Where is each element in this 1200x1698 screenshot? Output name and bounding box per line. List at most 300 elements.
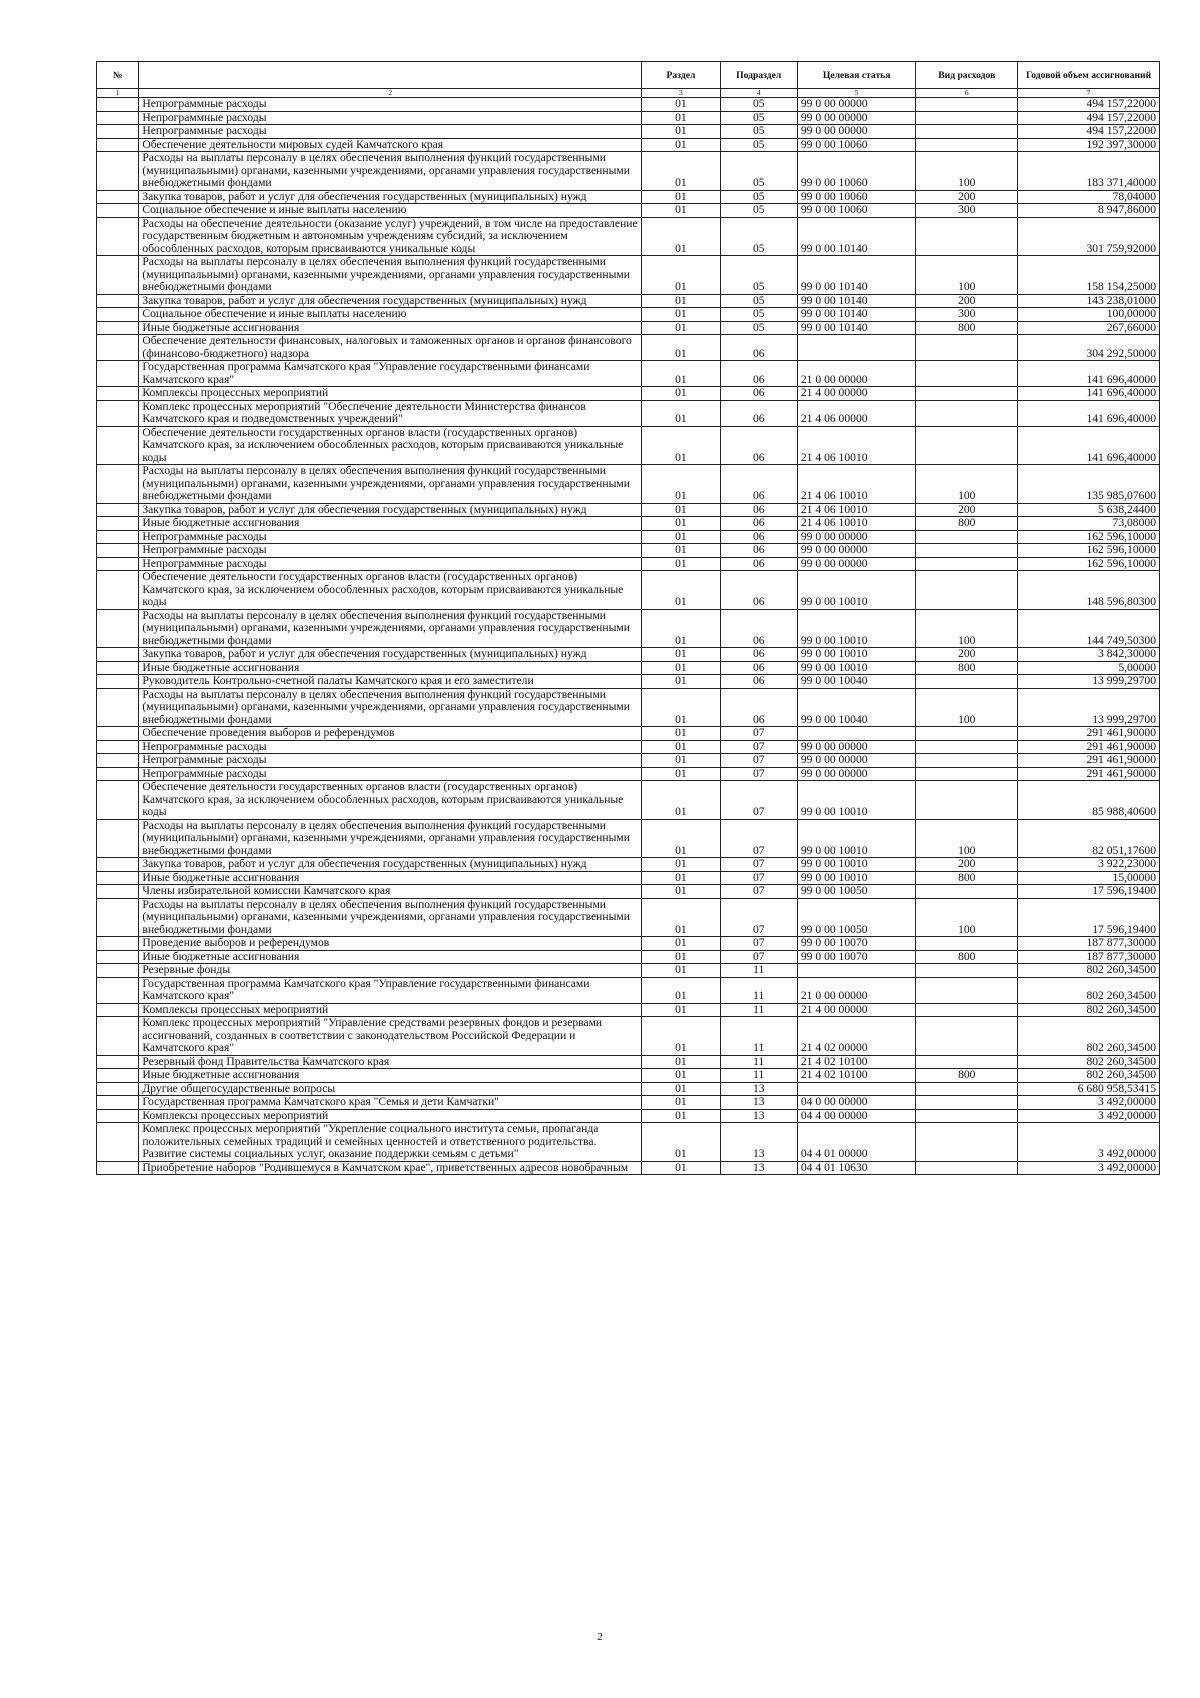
- header-subsection: Подраздел: [720, 62, 797, 89]
- row-article: 99 0 00 10070: [797, 937, 916, 951]
- row-no: [97, 964, 139, 978]
- table-row: [97, 1161, 1160, 1175]
- row-kind: [916, 1082, 1018, 1096]
- row-kind: [916, 1109, 1018, 1123]
- row-no: [97, 1096, 139, 1110]
- row-amount: 494 157,22000: [1018, 111, 1160, 125]
- row-amount: 15,00000: [1018, 871, 1160, 885]
- row-article: 99 0 00 00000: [797, 557, 916, 571]
- row-amount: 802 260,34500: [1018, 1017, 1160, 1056]
- table-row: [97, 950, 1160, 964]
- row-subsection: 11: [720, 964, 797, 978]
- row-amount: 135 985,07600: [1018, 465, 1160, 504]
- table-row: [97, 557, 1160, 571]
- row-kind: [916, 217, 1018, 256]
- row-article: 99 0 00 10040: [797, 688, 916, 727]
- row-article: 99 0 00 00000: [797, 754, 916, 768]
- row-kind: [916, 1123, 1018, 1162]
- row-subsection: 06: [720, 530, 797, 544]
- row-kind: 800: [916, 950, 1018, 964]
- row-kind: [916, 754, 1018, 768]
- row-subsection: 07: [720, 937, 797, 951]
- row-amount: 494 157,22000: [1018, 125, 1160, 139]
- row-subsection: 06: [720, 426, 797, 465]
- row-subsection: 07: [720, 727, 797, 741]
- row-kind: [916, 1161, 1018, 1175]
- row-amount: 144 749,50300: [1018, 609, 1160, 648]
- row-article: 99 0 00 10010: [797, 858, 916, 872]
- row-section: 01: [642, 465, 720, 504]
- row-amount: 141 696,40000: [1018, 400, 1160, 426]
- row-name: Непрограммные расходы: [139, 530, 642, 544]
- row-subsection: 06: [720, 503, 797, 517]
- table-row: [97, 609, 1160, 648]
- row-section: 01: [642, 517, 720, 531]
- row-name: Комплексы процессных мероприятий: [139, 1003, 642, 1017]
- row-no: [97, 98, 139, 112]
- row-article: 99 0 00 10010: [797, 609, 916, 648]
- table-row: [97, 571, 1160, 610]
- row-section: 01: [642, 754, 720, 768]
- row-name: Другие общегосударственные вопросы: [139, 1082, 642, 1096]
- row-name: Обеспечение проведения выборов и референдумов: [139, 727, 642, 741]
- row-kind: [916, 740, 1018, 754]
- row-name: Комплексы процессных мероприятий: [139, 387, 642, 401]
- row-name: Непрограммные расходы: [139, 98, 642, 112]
- row-kind: [916, 1003, 1018, 1017]
- row-section: 01: [642, 361, 720, 387]
- row-no: [97, 426, 139, 465]
- row-name: Расходы на выплаты персоналу в целях обеспечения выполнения функций государственными (муниципальными) органами, казенными учреждениями, органами управления государственными внебюджетными фондами: [139, 609, 642, 648]
- row-name: Закупка товаров, работ и услуг для обеспечения государственных (муниципальных) нужд: [139, 858, 642, 872]
- row-kind: [916, 571, 1018, 610]
- row-kind: [916, 767, 1018, 781]
- table-row: [97, 885, 1160, 899]
- row-name: Государственная программа Камчатского края "Управление государственными финансами Камчатского края": [139, 977, 642, 1003]
- column-number: 1: [97, 89, 139, 98]
- row-no: [97, 387, 139, 401]
- table-row: [97, 1069, 1160, 1083]
- row-no: [97, 648, 139, 662]
- row-article: 04 4 01 00000: [797, 1123, 916, 1162]
- row-kind: [916, 361, 1018, 387]
- row-article: 99 0 00 10050: [797, 885, 916, 899]
- row-no: [97, 190, 139, 204]
- table-row: [97, 530, 1160, 544]
- table-row: [97, 125, 1160, 139]
- row-no: [97, 1123, 139, 1162]
- row-section: 01: [642, 781, 720, 820]
- row-amount: 162 596,10000: [1018, 557, 1160, 571]
- table-row: [97, 858, 1160, 872]
- row-kind: 200: [916, 294, 1018, 308]
- row-article: 99 0 00 10140: [797, 256, 916, 295]
- row-article: 04 4 00 00000: [797, 1109, 916, 1123]
- column-number: 7: [1018, 89, 1160, 98]
- table-row: [97, 217, 1160, 256]
- row-no: [97, 400, 139, 426]
- row-subsection: 13: [720, 1082, 797, 1096]
- row-subsection: 11: [720, 1017, 797, 1056]
- header-row: [97, 62, 1160, 89]
- row-section: 01: [642, 767, 720, 781]
- row-article: 99 0 00 10140: [797, 321, 916, 335]
- table-row: [97, 781, 1160, 820]
- row-subsection: 07: [720, 819, 797, 858]
- row-kind: [916, 138, 1018, 152]
- row-name: Комплекс процессных мероприятий "Управление средствами резервных фондов и резервами ассигнований, созданных в соответствии с законодательством Российской Федерации и Камчатского края": [139, 1017, 642, 1056]
- row-article: 99 0 00 10070: [797, 950, 916, 964]
- row-amount: 141 696,40000: [1018, 426, 1160, 465]
- row-amount: 8 947,86000: [1018, 204, 1160, 218]
- row-article: 21 4 00 00000: [797, 387, 916, 401]
- row-section: 01: [642, 335, 720, 361]
- table-row: [97, 661, 1160, 675]
- row-section: 01: [642, 426, 720, 465]
- row-article: 04 4 01 10630: [797, 1161, 916, 1175]
- row-name: Обеспечение деятельности мировых судей Камчатского края: [139, 138, 642, 152]
- row-kind: 200: [916, 190, 1018, 204]
- row-amount: 802 260,34500: [1018, 1003, 1160, 1017]
- row-article: 99 0 00 00000: [797, 111, 916, 125]
- row-article: 99 0 00 00000: [797, 767, 916, 781]
- row-kind: [916, 400, 1018, 426]
- table-row: [97, 1003, 1160, 1017]
- row-article: 21 4 02 10100: [797, 1069, 916, 1083]
- row-article: 21 4 06 10010: [797, 426, 916, 465]
- row-no: [97, 125, 139, 139]
- row-name: Комплекс процессных мероприятий "Укрепление социального института семьи, пропаганда положительных семейных традиций и семейных ценностей и ответственного родительства. Развитие системы социальных услуг, оказание поддержки семьям с детьми": [139, 1123, 642, 1162]
- table-row: [97, 1082, 1160, 1096]
- table-row: [97, 819, 1160, 858]
- row-article: 21 4 06 00000: [797, 400, 916, 426]
- row-name: Непрограммные расходы: [139, 767, 642, 781]
- row-name: Члены избирательной комиссии Камчатского края: [139, 885, 642, 899]
- row-name: Иные бюджетные ассигнования: [139, 871, 642, 885]
- row-article: 99 0 00 00000: [797, 98, 916, 112]
- row-kind: 800: [916, 321, 1018, 335]
- row-section: 01: [642, 256, 720, 295]
- table-row: [97, 152, 1160, 191]
- row-amount: 162 596,10000: [1018, 544, 1160, 558]
- row-amount: 291 461,90000: [1018, 767, 1160, 781]
- row-name: Комплексы процессных мероприятий: [139, 1109, 642, 1123]
- row-name: Обеспечение деятельности государственных органов власти (государственных органов) Камчатского края, за исключением обособленных расходов, которым присваиваются уникальные коды: [139, 426, 642, 465]
- row-no: [97, 204, 139, 218]
- row-article: 99 0 00 00000: [797, 125, 916, 139]
- row-section: 01: [642, 1096, 720, 1110]
- row-amount: 6 680 958,53415: [1018, 1082, 1160, 1096]
- row-section: 01: [642, 648, 720, 662]
- table-row: [97, 727, 1160, 741]
- row-amount: 78,04000: [1018, 190, 1160, 204]
- table-row: [97, 138, 1160, 152]
- row-no: [97, 517, 139, 531]
- row-no: [97, 138, 139, 152]
- row-kind: [916, 781, 1018, 820]
- row-no: [97, 688, 139, 727]
- header-name: [139, 62, 642, 89]
- row-name: Комплекс процессных мероприятий "Обеспечение деятельности Министерства финансов Камчатского края и подведомственных учреждений": [139, 400, 642, 426]
- row-amount: 192 397,30000: [1018, 138, 1160, 152]
- row-article: [797, 964, 916, 978]
- row-article: 21 4 02 10100: [797, 1055, 916, 1069]
- table-row: [97, 190, 1160, 204]
- row-kind: [916, 387, 1018, 401]
- row-name: Обеспечение деятельности финансовых, налоговых и таможенных органов и органов финансового (финансово-бюджетного) надзора: [139, 335, 642, 361]
- table-row: [97, 111, 1160, 125]
- row-amount: 291 461,90000: [1018, 727, 1160, 741]
- row-amount: 3 492,00000: [1018, 1161, 1160, 1175]
- row-no: [97, 937, 139, 951]
- row-subsection: 05: [720, 190, 797, 204]
- row-kind: 800: [916, 871, 1018, 885]
- table-row: [97, 204, 1160, 218]
- row-amount: 183 371,40000: [1018, 152, 1160, 191]
- row-subsection: 05: [720, 125, 797, 139]
- row-name: Расходы на выплаты персоналу в целях обеспечения выполнения функций государственными (муниципальными) органами, казенными учреждениями, органами управления государственными внебюджетными фондами: [139, 465, 642, 504]
- row-section: 01: [642, 964, 720, 978]
- row-no: [97, 754, 139, 768]
- row-subsection: 05: [720, 138, 797, 152]
- row-section: 01: [642, 727, 720, 741]
- row-name: Иные бюджетные ассигнования: [139, 517, 642, 531]
- row-subsection: 05: [720, 152, 797, 191]
- table-row: [97, 387, 1160, 401]
- row-kind: 800: [916, 661, 1018, 675]
- row-name: Непрограммные расходы: [139, 557, 642, 571]
- table-row: [97, 308, 1160, 322]
- row-kind: [916, 125, 1018, 139]
- row-kind: [916, 544, 1018, 558]
- table-row: [97, 517, 1160, 531]
- table-row: [97, 1109, 1160, 1123]
- row-name: Закупка товаров, работ и услуг для обеспечения государственных (муниципальных) нужд: [139, 190, 642, 204]
- row-no: [97, 1003, 139, 1017]
- row-subsection: 06: [720, 400, 797, 426]
- row-name: Закупка товаров, работ и услуг для обеспечения государственных (муниципальных) нужд: [139, 294, 642, 308]
- row-no: [97, 544, 139, 558]
- row-no: [97, 465, 139, 504]
- row-section: 01: [642, 885, 720, 899]
- row-section: 01: [642, 387, 720, 401]
- row-section: 01: [642, 321, 720, 335]
- row-subsection: 07: [720, 740, 797, 754]
- row-section: 01: [642, 661, 720, 675]
- row-no: [97, 675, 139, 689]
- row-section: 01: [642, 1003, 720, 1017]
- row-subsection: 13: [720, 1161, 797, 1175]
- table-row: [97, 294, 1160, 308]
- row-article: 99 0 00 10060: [797, 204, 916, 218]
- row-no: [97, 1109, 139, 1123]
- row-subsection: 06: [720, 387, 797, 401]
- row-article: 21 4 06 10010: [797, 517, 916, 531]
- column-number: 5: [797, 89, 916, 98]
- row-article: 99 0 00 00000: [797, 530, 916, 544]
- row-subsection: 07: [720, 858, 797, 872]
- row-name: Расходы на выплаты персоналу в целях обеспечения выполнения функций государственными (муниципальными) органами, казенными учреждениями, органами управления государственными внебюджетными фондами: [139, 819, 642, 858]
- row-article: 99 0 00 10140: [797, 217, 916, 256]
- row-amount: 187 877,30000: [1018, 950, 1160, 964]
- header-kind: Вид расходов: [916, 62, 1018, 89]
- row-section: 01: [642, 1069, 720, 1083]
- row-section: 01: [642, 675, 720, 689]
- row-article: 21 4 02 00000: [797, 1017, 916, 1056]
- row-name: Социальное обеспечение и иные выплаты населению: [139, 204, 642, 218]
- row-no: [97, 781, 139, 820]
- row-name: Руководитель Контрольно-счетной палаты Камчатского края и его заместители: [139, 675, 642, 689]
- row-amount: 13 999,29700: [1018, 675, 1160, 689]
- row-name: Резервный фонд Правительства Камчатского края: [139, 1055, 642, 1069]
- row-article: 21 0 00 00000: [797, 361, 916, 387]
- column-number: 4: [720, 89, 797, 98]
- row-kind: 300: [916, 308, 1018, 322]
- row-no: [97, 1055, 139, 1069]
- row-section: 01: [642, 1109, 720, 1123]
- row-section: 01: [642, 98, 720, 112]
- row-subsection: 07: [720, 754, 797, 768]
- row-amount: 148 596,80300: [1018, 571, 1160, 610]
- row-name: Резервные фонды: [139, 964, 642, 978]
- row-subsection: 05: [720, 308, 797, 322]
- row-no: [97, 294, 139, 308]
- row-section: 01: [642, 898, 720, 937]
- row-subsection: 11: [720, 1069, 797, 1083]
- row-name: Закупка товаров, работ и услуг для обеспечения государственных (муниципальных) нужд: [139, 648, 642, 662]
- row-section: 01: [642, 977, 720, 1003]
- row-no: [97, 740, 139, 754]
- row-kind: [916, 885, 1018, 899]
- row-amount: 141 696,40000: [1018, 387, 1160, 401]
- row-section: 01: [642, 950, 720, 964]
- row-section: 01: [642, 871, 720, 885]
- row-article: 99 0 00 10010: [797, 571, 916, 610]
- row-no: [97, 152, 139, 191]
- row-name: Расходы на обеспечение деятельности (оказание услуг) учреждений, в том числе на предоставление государственным бюджетным и автономным учреждениям субсидий, за исключением обособленных расходов, которым присваиваются уникальные коды: [139, 217, 642, 256]
- row-subsection: 13: [720, 1123, 797, 1162]
- row-no: [97, 217, 139, 256]
- row-kind: 100: [916, 898, 1018, 937]
- row-amount: 5,00000: [1018, 661, 1160, 675]
- row-subsection: 07: [720, 871, 797, 885]
- row-kind: 800: [916, 1069, 1018, 1083]
- row-kind: [916, 530, 1018, 544]
- row-amount: 3 492,00000: [1018, 1096, 1160, 1110]
- row-subsection: 11: [720, 977, 797, 1003]
- row-subsection: 13: [720, 1109, 797, 1123]
- row-no: [97, 609, 139, 648]
- row-no: [97, 885, 139, 899]
- row-name: Обеспечение деятельности государственных органов власти (государственных органов) Камчатского края, за исключением обособленных расходов, которым присваиваются уникальные коды: [139, 781, 642, 820]
- row-subsection: 05: [720, 294, 797, 308]
- row-subsection: 06: [720, 465, 797, 504]
- row-amount: 3 842,30000: [1018, 648, 1160, 662]
- row-amount: 158 154,25000: [1018, 256, 1160, 295]
- row-kind: 800: [916, 517, 1018, 531]
- row-article: 99 0 00 10140: [797, 308, 916, 322]
- row-no: [97, 727, 139, 741]
- table-row: [97, 767, 1160, 781]
- row-article: 21 4 00 00000: [797, 1003, 916, 1017]
- row-name: Иные бюджетные ассигнования: [139, 661, 642, 675]
- row-no: [97, 1082, 139, 1096]
- row-amount: 13 999,29700: [1018, 688, 1160, 727]
- row-no: [97, 977, 139, 1003]
- header-amount: Годовой объем ассигнований: [1018, 62, 1160, 89]
- row-kind: [916, 1055, 1018, 1069]
- budget-sheet: [96, 61, 1160, 1175]
- row-article: 04 0 00 00000: [797, 1096, 916, 1110]
- row-amount: 3 922,23000: [1018, 858, 1160, 872]
- row-amount: 802 260,34500: [1018, 1055, 1160, 1069]
- row-article: 99 0 00 00000: [797, 740, 916, 754]
- table-row: [97, 426, 1160, 465]
- row-section: 01: [642, 1082, 720, 1096]
- row-subsection: 06: [720, 675, 797, 689]
- table-row: [97, 465, 1160, 504]
- row-subsection: 07: [720, 950, 797, 964]
- row-kind: [916, 1096, 1018, 1110]
- row-amount: 304 292,50000: [1018, 335, 1160, 361]
- row-section: 01: [642, 400, 720, 426]
- column-number: 6: [916, 89, 1018, 98]
- row-section: 01: [642, 152, 720, 191]
- row-kind: 100: [916, 465, 1018, 504]
- budget-table: [96, 61, 1160, 1175]
- table-row: [97, 503, 1160, 517]
- row-name: Социальное обеспечение и иные выплаты населению: [139, 308, 642, 322]
- row-subsection: 05: [720, 217, 797, 256]
- table-row: [97, 648, 1160, 662]
- row-kind: [916, 426, 1018, 465]
- row-subsection: 05: [720, 256, 797, 295]
- row-subsection: 05: [720, 204, 797, 218]
- row-subsection: 06: [720, 661, 797, 675]
- row-name: Расходы на выплаты персоналу в целях обеспечения выполнения функций государственными (муниципальными) органами, казенными учреждениями, органами управления государственными внебюджетными фондами: [139, 256, 642, 295]
- row-section: 01: [642, 1161, 720, 1175]
- row-amount: 17 596,19400: [1018, 898, 1160, 937]
- row-kind: [916, 675, 1018, 689]
- row-name: Непрограммные расходы: [139, 754, 642, 768]
- row-article: 99 0 00 10010: [797, 819, 916, 858]
- row-subsection: 06: [720, 361, 797, 387]
- row-section: 01: [642, 1017, 720, 1056]
- row-subsection: 06: [720, 648, 797, 662]
- row-name: Иные бюджетные ассигнования: [139, 321, 642, 335]
- row-kind: 200: [916, 858, 1018, 872]
- header-no: №: [97, 62, 139, 89]
- row-article: 99 0 00 00000: [797, 544, 916, 558]
- row-name: Государственная программа Камчатского края "Семья и дети Камчатки": [139, 1096, 642, 1110]
- row-section: 01: [642, 204, 720, 218]
- table-row: [97, 754, 1160, 768]
- header-section: Раздел: [642, 62, 720, 89]
- table-row: [97, 321, 1160, 335]
- row-subsection: 05: [720, 321, 797, 335]
- column-number: 3: [642, 89, 720, 98]
- row-subsection: 07: [720, 781, 797, 820]
- row-article: 99 0 00 10060: [797, 138, 916, 152]
- table-row: [97, 675, 1160, 689]
- row-name: Непрограммные расходы: [139, 740, 642, 754]
- row-kind: [916, 557, 1018, 571]
- row-name: Расходы на выплаты персоналу в целях обеспечения выполнения функций государственными (муниципальными) органами, казенными учреждениями, органами управления государственными внебюджетными фондами: [139, 898, 642, 937]
- row-section: 01: [642, 544, 720, 558]
- row-amount: 82 051,17600: [1018, 819, 1160, 858]
- table-row: [97, 871, 1160, 885]
- row-no: [97, 950, 139, 964]
